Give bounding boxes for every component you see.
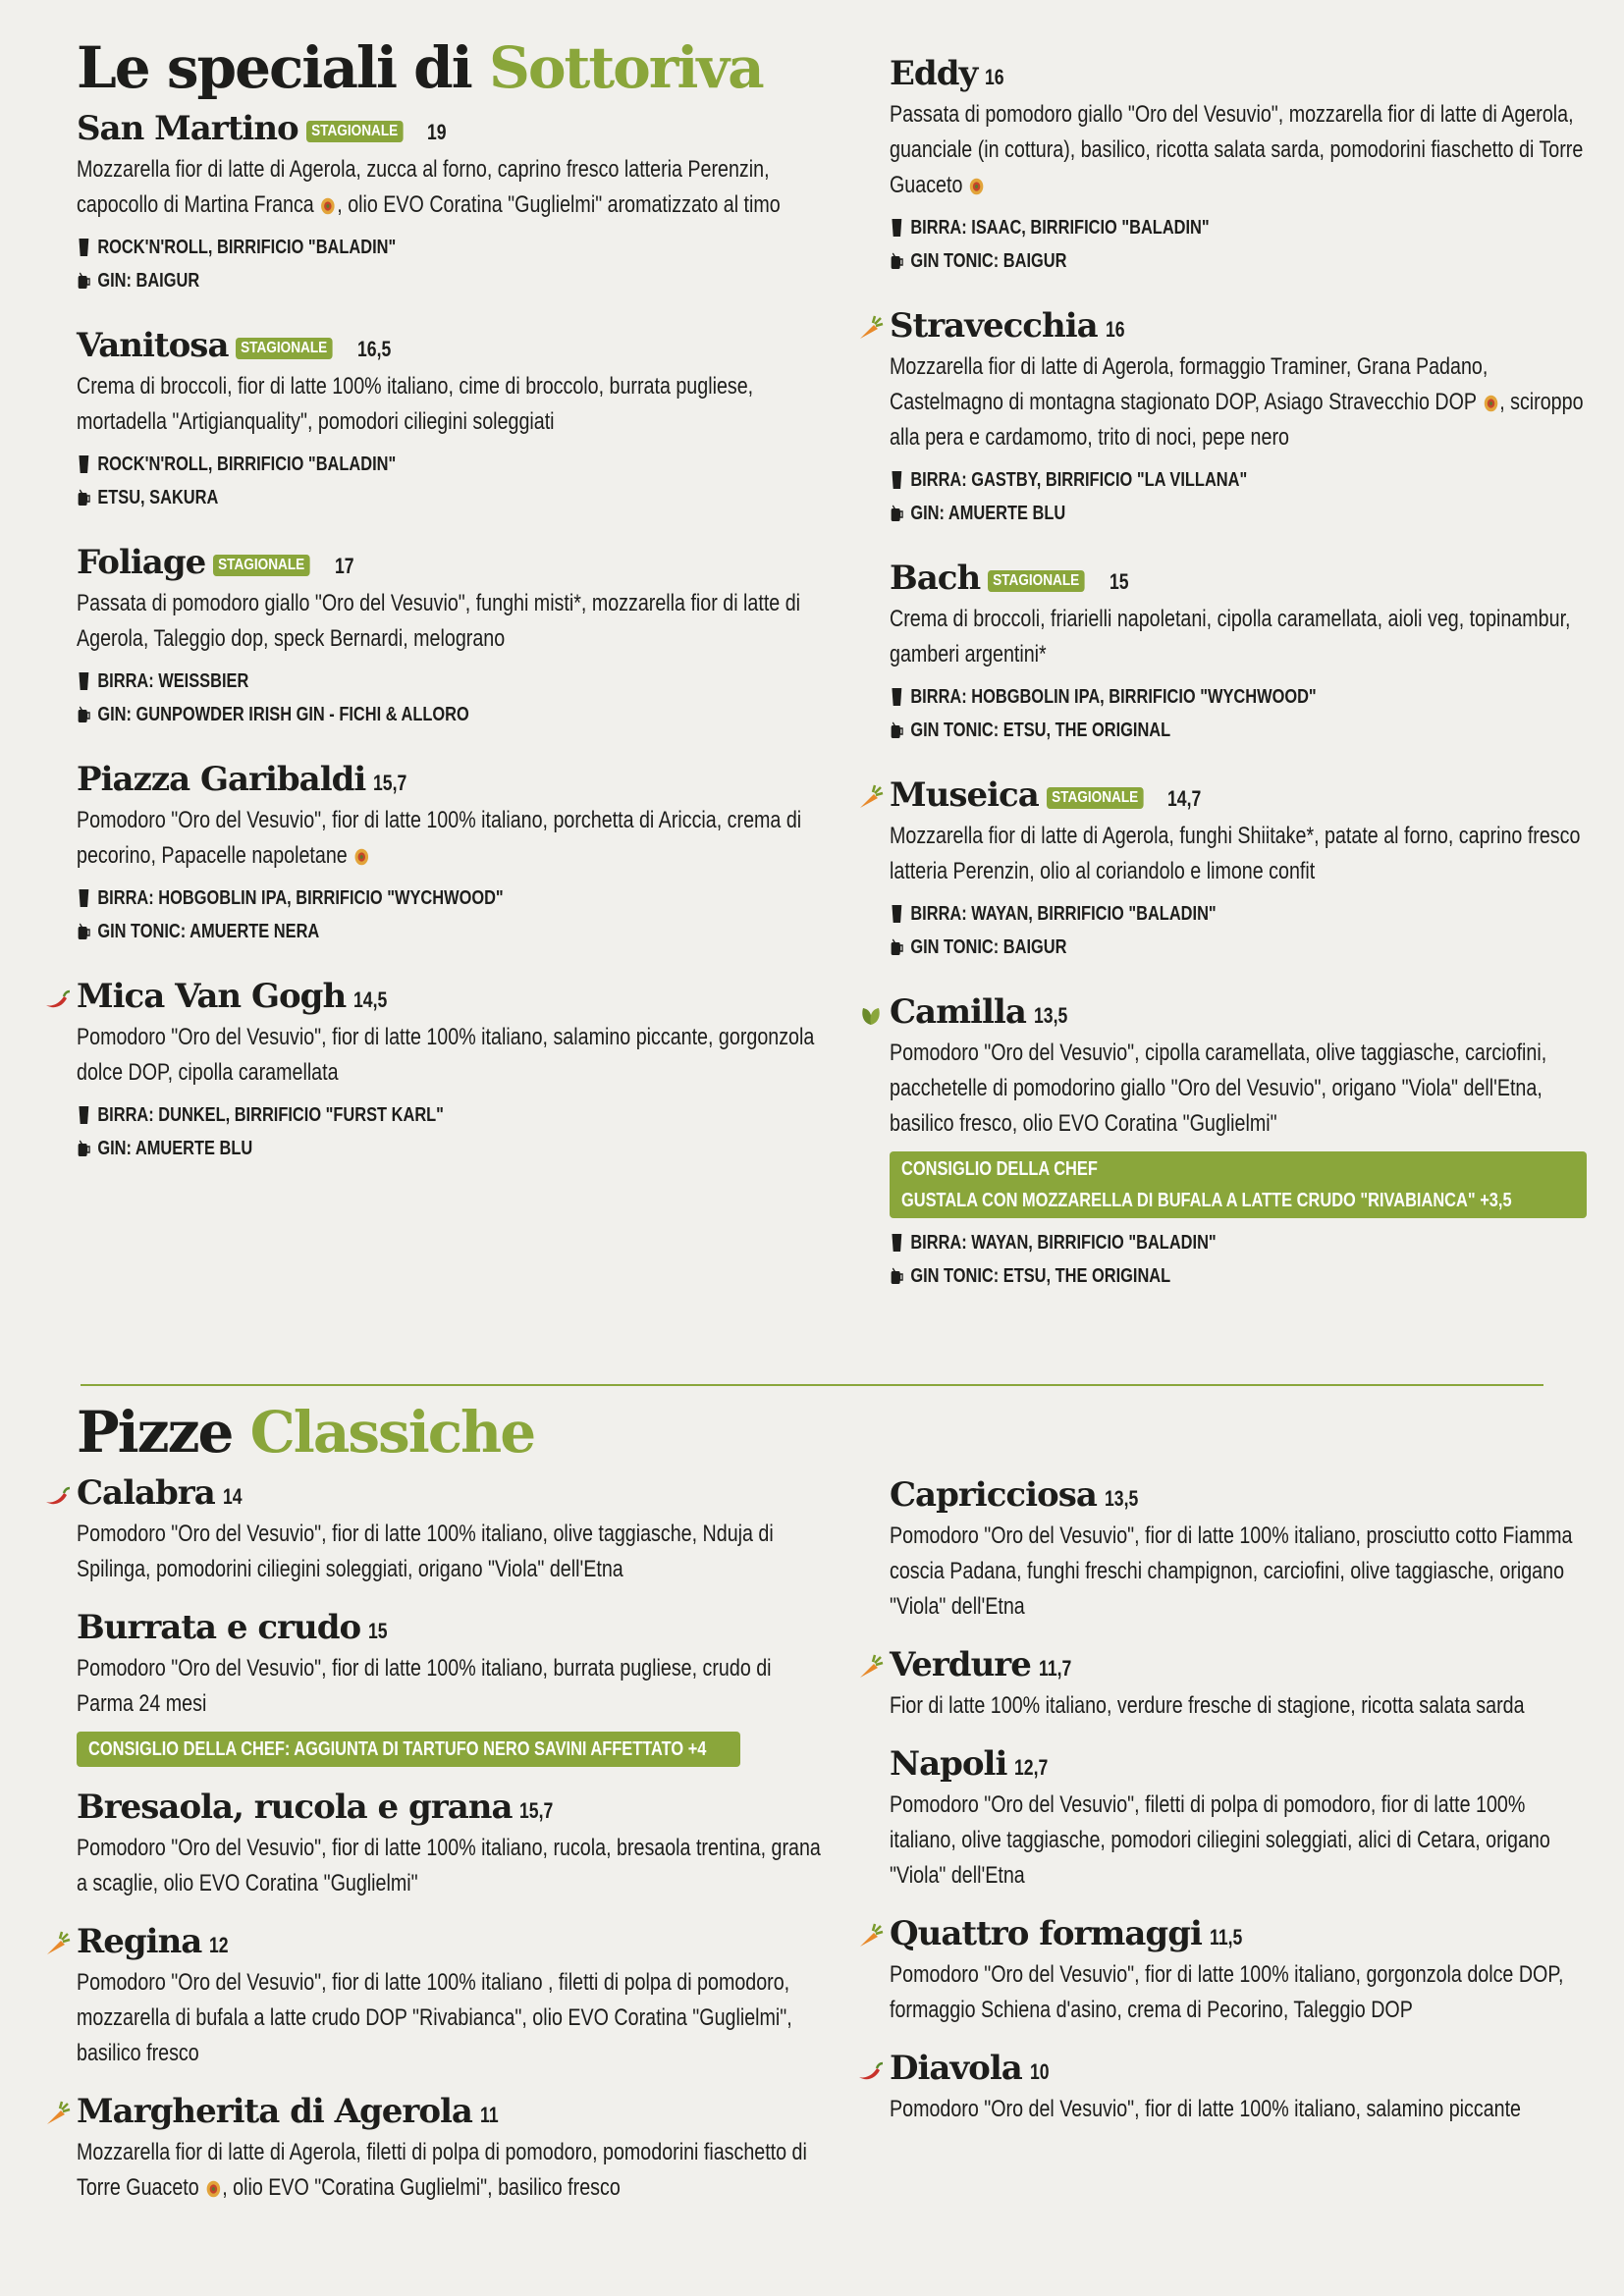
item-description: Pomodoro "Oro del Vesuvio", fior di latte 100% italiano, prosciutto cotto Fiamma coscia Padana, funghi freschi champignon, carciofini, olive taggiasche, origano "Viola" dell'Etna [890,1522,1573,1621]
slow-food-flower-icon [352,846,370,868]
gin-pairing-text: GIN: GUNPOWDER IRISH GIN - FICHI & ALLORO [97,704,469,726]
item-name: Bach [890,559,981,599]
item-name: Quattro formaggi [890,1914,1202,1954]
item-name: San Martino [77,108,298,148]
classiche-title [77,1399,823,1466]
pairings [77,665,823,731]
beer-glass-icon [890,687,904,707]
cocktail-glass-icon [890,1266,904,1286]
item-name: Margherita di Agerola [77,2092,472,2132]
item-description: Crema di broccoli, fior di latte 100% italiano, cime di broccolo, burrata pugliese, mortadella "Artigianquality", pomodori ciliegini soleggiati [77,372,754,435]
item-name: Burrata e crudo [77,1607,361,1647]
cocktail-glass-icon [77,922,91,941]
item-description: Mozzarella fior di latte di Agerola, funghi Shiitake*, patate al forno, caprino fresco latteria Perenzin, olio al coriandolo e limone confit [890,823,1581,885]
item-description: Fior di latte 100% italiano, verdure fresche di stagione, ricotta salata sarda [890,1692,1525,1720]
beer-pairing [890,463,1587,497]
item-description: Pomodoro "Oro del Vesuvio", cipolla caramellata, olive taggiasche, carciofini, pacchetelle di pomodorino giallo "Oro del Vesuvio", origano "Viola" dell'Etna, basilico fresco, olio EVO Coratina "Guglielmi" [890,1040,1547,1138]
speciali-title-main: Le speciali di [77,34,471,101]
carrot-icon [856,1921,886,1950]
item-description [77,152,823,223]
item-price: 16 [985,65,1004,89]
speciali-title-accent: Sottoriva [488,34,763,101]
gin-pairing [890,244,1587,278]
gin-pairing [890,497,1587,530]
item-name: Regina [77,1922,202,1962]
gin-pairing-text: GIN: AMUERTE BLU [910,503,1066,525]
chili-pepper-icon [43,1480,73,1510]
seasonal-badge: STAGIONALE [1047,787,1143,809]
item-name: Stravecchia [890,306,1098,347]
item-description-part: Mozzarella fior di latte di Agerola, zucca al forno, caprino fresco latteria Perenzin, capocollo di Martina Franca [77,155,770,218]
slow-food-flower-icon [968,176,986,197]
menu-item-eddy[interactable] [890,55,1587,278]
gin-pairing-text: GIN: BAIGUR [97,269,200,292]
classiche-title-accent: Classiche [249,1399,535,1466]
beer-pairing [77,881,823,915]
item-price: 10 [1029,2059,1050,2085]
beer-glass-icon [77,888,91,908]
carrot-icon [856,1652,886,1682]
item-description: Pomodoro "Oro del Vesuvio", fior di latte 100% italiano, olive taggiasche, Nduja di Spilinga, pomodorini ciliegini soleggiati, origano "Viola" dell'Etna [77,1520,774,1582]
beer-pairing [890,680,1587,714]
pairings [890,1226,1587,1293]
item-name: Verdure [890,1645,1031,1685]
classiche-title-main: Pizze [77,1399,233,1466]
item-description-part: Pomodoro "Oro del Vesuvio", fior di latte 100% italiano, porchetta di Ariccia, crema di pecorino, Papacelle napoletane [77,807,802,870]
gin-pairing-text: GIN TONIC: ETSU, THE ORIGINAL [910,1265,1171,1288]
classiche-right-column [890,1476,1597,2127]
beer-glass-icon [77,238,91,257]
beer-glass-icon [890,218,904,238]
menu-item-camilla[interactable] [890,993,1587,1293]
item-description-part: Passata di pomodoro giallo "Oro del Vesuvio", mozzarella fior di latte di Agerola, guanciale (in cottura), basilico, ricotta salata sarda, pomodorini fiaschetto di Torre Guaceto [890,101,1584,199]
beer-pairing-text: BIRRA: WAYAN, BIRRIFICIO "BALADIN" [910,903,1217,926]
chef-tip-text: GUSTALA CON MOZZARELLA DI BUFALA A LATTE CRUDO "RIVABIANCA" +3,5 [901,1190,1512,1212]
cocktail-glass-icon [77,271,91,291]
chef-tip-title: CONSIGLIO DELLA CHEF [901,1158,1098,1181]
beer-glass-icon [77,671,91,691]
item-name: Diavola [890,2049,1022,2089]
cocktail-glass-icon [890,251,904,271]
beer-pairing [890,897,1587,931]
gin-pairing-text: GIN TONIC: AMUERTE NERA [97,921,320,943]
menu-item-regina[interactable] [77,1923,823,2071]
beer-pairing-text: BIRRA: WEISSBIER [97,670,249,693]
item-description: Pomodoro "Oro del Vesuvio", fior di latte 100% italiano, salamino piccante, gorgonzola dolce DOP, cipolla caramellata [77,1024,815,1087]
item-price: 16 [1105,317,1125,343]
carrot-icon [856,782,886,812]
menu-item-museica[interactable] [890,776,1587,964]
speciali-right-column [890,55,1587,1322]
beer-pairing [77,448,823,481]
item-description: Pomodoro "Oro del Vesuvio", fior di latte 100% italiano, gorgonzola dolce DOP, formaggio Schiena d'asino, crema di Pecorino, Taleggio DOP [890,1961,1564,2024]
chef-tip-banner [77,1732,740,1767]
menu-item-stravecchia[interactable] [890,307,1587,530]
seasonal-badge: STAGIONALE [306,121,403,142]
menu-item-san-martino[interactable] [77,110,823,297]
item-price: 11 [479,2103,499,2128]
chef-tip-banner [890,1151,1587,1218]
chef-tip-text: CONSIGLIO DELLA CHEF: AGGIUNTA DI TARTUFO NERO SAVINI AFFETTATO +4 [88,1737,707,1760]
item-name: Bresaola, rucola e grana [77,1787,513,1827]
pairings [890,211,1587,278]
beer-pairing-text: BIRRA: DUNKEL, BIRRIFICIO "FURST KARL" [97,1104,444,1127]
item-name: Calabra [77,1472,215,1513]
beer-pairing-text: ROCK'N'ROLL, BIRRIFICIO "BALADIN" [97,236,397,258]
gin-pairing-text: GIN TONIC: BAIGUR [910,250,1067,273]
item-price: 16,5 [357,336,392,361]
menu-item-quattro-formaggi[interactable] [890,1915,1597,2028]
menu-item-bresaola-rucola-grana[interactable] [77,1789,823,1901]
item-price: 15 [368,1618,388,1643]
seasonal-badge: STAGIONALE [988,570,1084,592]
item-price: 17 [334,553,354,578]
gin-pairing-text: GIN TONIC: ETSU, THE ORIGINAL [910,720,1171,742]
beer-pairing-text: BIRRA: HOBGBOLIN IPA, BIRRIFICIO "WYCHWOOD" [910,686,1317,709]
menu-item-foliage[interactable] [77,544,823,731]
gin-pairing [77,264,823,297]
vegan-leaf-icon [856,999,886,1029]
pairings [890,897,1587,964]
item-price: 15,7 [373,771,407,796]
item-price: 14 [222,1483,243,1509]
item-name: Mica Van Gogh [77,977,347,1017]
item-name: Camilla [890,992,1026,1033]
carrot-icon [43,2099,73,2128]
speciali-title [77,34,823,101]
cocktail-glass-icon [77,1139,91,1158]
slow-food-flower-icon [204,2178,222,2200]
item-name: Napoli [890,1744,1007,1785]
menu-item-vanitosa[interactable] [77,327,823,514]
cocktail-glass-icon [77,488,91,507]
item-name: Piazza Garibaldi [77,760,366,800]
item-description-part: , olio EVO Coratina "Guglielmi" aromatizzato al timo [337,190,781,218]
cocktail-glass-icon [77,705,91,724]
item-description: Pomodoro "Oro del Vesuvio", fior di latte 100% italiano, rucola, bresaola trentina, grana a scaglie, olio EVO Coratina "Guglielmi" [77,1835,821,1897]
gin-pairing [77,915,823,948]
item-description [890,349,1587,455]
pairings [890,463,1587,530]
gin-pairing [890,1259,1587,1293]
beer-glass-icon [890,470,904,490]
beer-pairing [77,1098,823,1132]
menu-item-napoli[interactable] [890,1745,1597,1894]
beer-pairing-text: ROCK'N'ROLL, BIRRIFICIO "BALADIN" [97,453,397,475]
menu-item-verdure[interactable] [890,1646,1597,1724]
cocktail-glass-icon [890,721,904,740]
menu-item-piazza-garibaldi[interactable] [77,761,823,948]
cocktail-glass-icon [890,504,904,523]
item-name: Museica [890,775,1039,816]
pairings [890,680,1587,747]
pairings [77,448,823,514]
item-price: 13,5 [1104,1486,1139,1511]
item-price: 12 [209,1933,229,1958]
item-description: Crema di broccoli, friarielli napoletani, cipolla caramellata, aioli veg, topinambur, gamberi argentini* [890,606,1571,668]
beer-pairing-text: BIRRA: WAYAN, BIRRIFICIO "BALADIN" [910,1232,1217,1255]
beer-pairing [890,1226,1587,1259]
gin-pairing-text: GIN TONIC: BAIGUR [910,936,1067,959]
gin-pairing [890,714,1587,747]
gin-pairing [77,1132,823,1165]
speciali-left-column [77,34,823,1195]
item-description: Passata di pomodoro giallo "Oro del Vesuvio", funghi misti*, mozzarella fior di latte di Agerola, Taleggio dop, speck Bernardi, melograno [77,590,801,653]
chili-pepper-icon [43,984,73,1013]
beer-pairing-text: BIRRA: HOBGOBLIN IPA, BIRRIFICIO "WYCHWOOD" [97,887,504,910]
item-price: 14,7 [1167,786,1202,812]
item-name: Eddy [890,54,978,93]
item-description: Pomodoro "Oro del Vesuvio", fior di latte 100% italiano, salamino piccante [890,2096,1521,2123]
menu-item-bach[interactable] [890,560,1587,747]
seasonal-badge: STAGIONALE [236,338,332,359]
beer-pairing [890,211,1587,244]
menu-item-burrata-e-crudo[interactable] [77,1609,823,1767]
item-price: 15 [1109,569,1129,595]
item-description-part: Mozzarella fior di latte di Agerola, formaggio Traminer, Grana Padano, Castelmagno di montagna stagionato DOP, Asiago Stravecchio DOP [890,353,1489,416]
beer-glass-icon [77,1105,91,1125]
item-price: 11,7 [1038,1656,1072,1682]
beer-glass-icon [77,454,91,474]
beer-pairing [77,231,823,264]
item-description [77,803,823,874]
menu-item-mica-van-gogh[interactable] [77,978,823,1165]
beer-glass-icon [890,904,904,924]
gin-pairing [890,931,1587,964]
item-price: 13,5 [1033,1003,1068,1029]
item-name: Foliage [77,542,206,582]
item-price: 15,7 [519,1797,554,1823]
item-description: Pomodoro "Oro del Vesuvio", filetti di polpa di pomodoro, fior di latte 100% italiano, olive taggiasche, pomodori ciliegini soleggiati, alici di Cetara, origano "Viola" dell'Etna [890,1791,1550,1890]
beer-glass-icon [890,1233,904,1253]
item-name: Vanitosa [77,325,229,365]
pairings [77,231,823,297]
cocktail-glass-icon [890,937,904,957]
seasonal-badge: STAGIONALE [213,555,309,576]
menu-item-calabra[interactable] [77,1474,823,1587]
item-price: 11,5 [1209,1925,1243,1950]
gin-pairing [77,481,823,514]
carrot-icon [43,1929,73,1958]
menu-item-margherita-di-agerola[interactable] [77,2093,823,2206]
menu-item-capricciosa[interactable] [890,1476,1597,1625]
beer-pairing [77,665,823,698]
item-price: 19 [427,119,448,144]
item-description: Pomodoro "Oro del Vesuvio", fior di latte 100% italiano, burrata pugliese, crudo di Parma 24 mesi [77,1654,772,1717]
item-description-part: , sciroppo alla pera e cardamomo, trito di noci, pepe nero [890,389,1584,452]
section-divider [81,1384,1543,1386]
gin-pairing-text: ETSU, SAKURA [97,486,219,508]
item-price: 12,7 [1014,1755,1049,1781]
carrot-icon [856,313,886,343]
classiche-left-column [77,1399,823,2206]
beer-pairing-text: BIRRA: GASTBY, BIRRIFICIO "LA VILLANA" [910,469,1248,492]
item-description [77,2135,823,2206]
beer-pairing-text: BIRRA: ISAAC, BIRRIFICIO "BALADIN" [910,217,1210,240]
pairings [77,1098,823,1165]
item-name: Capricciosa [890,1475,1097,1515]
item-description-part: , olio EVO "Coratina Guglielmi", basilico fresco [222,2174,621,2202]
item-price: 14,5 [353,988,388,1013]
gin-pairing [77,698,823,731]
gin-pairing-text: GIN: AMUERTE BLU [97,1138,253,1160]
chili-pepper-icon [856,2056,886,2085]
slow-food-flower-icon [319,195,337,217]
item-description-part: Mozzarella fior di latte di Agerola, filetti di polpa di pomodoro, pomodorini fiaschetto di Torre Guaceto [77,2139,807,2202]
slow-food-flower-icon [1482,393,1499,414]
item-description: Pomodoro "Oro del Vesuvio", fior di latte 100% italiano , filetti di polpa di pomodoro, mozzarella di bufala a latte crudo DOP "Rivabianca", olio EVO Coratina "Guglielmi", basilico fresco [77,1969,792,2067]
item-description [890,97,1587,203]
menu-item-diavola[interactable] [890,2050,1597,2127]
pairings [77,881,823,948]
